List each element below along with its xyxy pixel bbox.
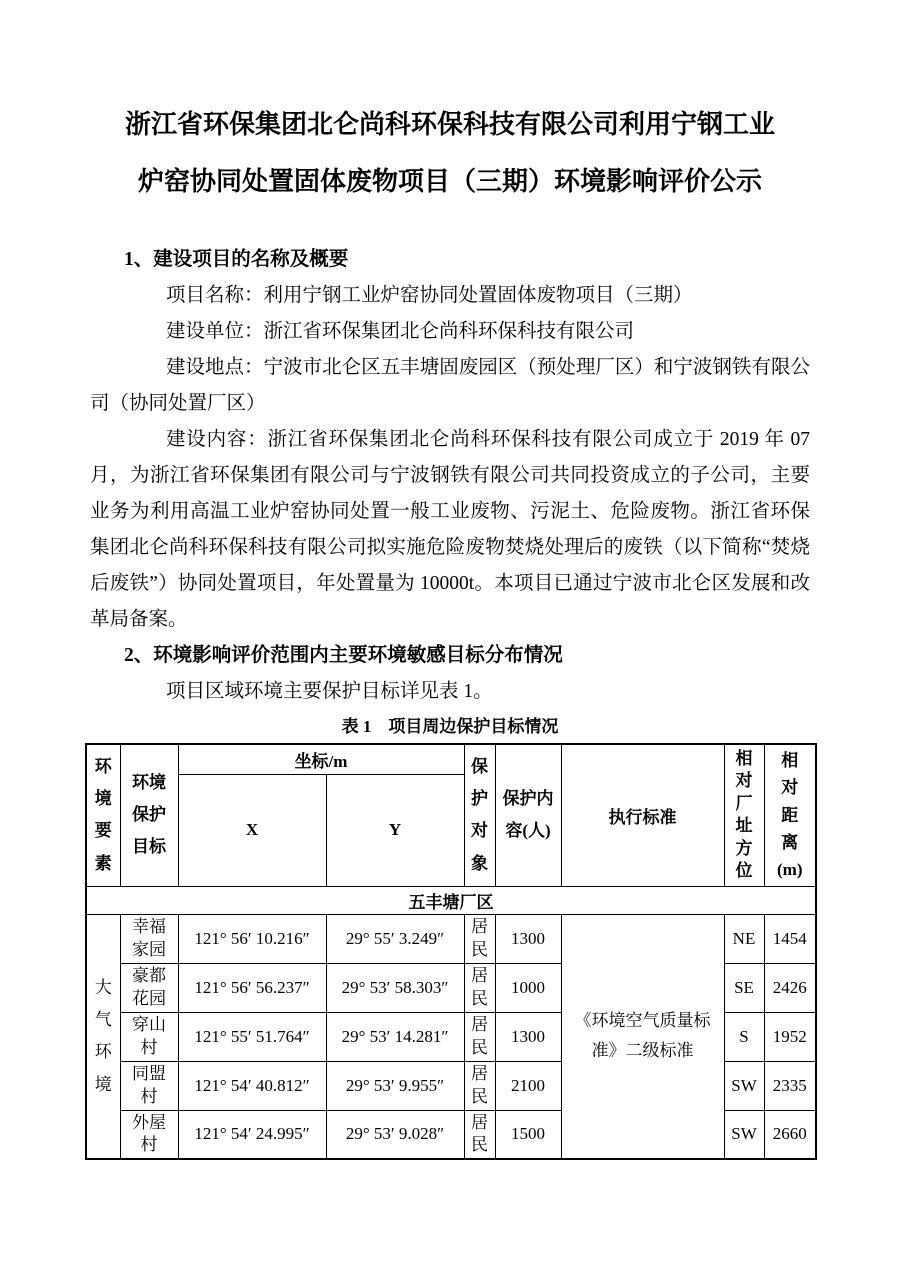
cell-direction: S	[724, 1012, 764, 1061]
cell-content: 1500	[495, 1110, 561, 1159]
cell-distance: 2426	[764, 963, 816, 1012]
cell-direction: SW	[724, 1061, 764, 1110]
cell-object: 居民	[464, 1061, 495, 1110]
header-protection-target-label: 环境保护目标	[132, 772, 166, 857]
cell-direction: SW	[724, 1110, 764, 1159]
cell-distance: 1952	[764, 1012, 816, 1061]
cell-direction: SE	[724, 963, 764, 1012]
cell-coordinate-x: 121° 55′ 51.764″	[178, 1012, 326, 1061]
cell-target: 幸福家园	[120, 914, 178, 963]
table-caption: 表 1 项目周边保护目标情况	[341, 717, 559, 736]
cell-object: 居民	[464, 963, 495, 1012]
header-relative-distance-label: 相对距离(m)	[777, 751, 803, 880]
cell-coordinate-y: 29° 53′ 14.281″	[326, 1012, 464, 1061]
header-protection-content	[495, 744, 561, 886]
cell-coordinate-x: 121° 56′ 56.237″	[178, 963, 326, 1012]
header-executed-standard: 执行标准	[561, 744, 724, 886]
cell-coordinate-y: 29° 53′ 58.303″	[326, 963, 464, 1012]
group-header-wufengtang: 五丰塘厂区	[86, 886, 816, 914]
construction-content-paragraph: 建设内容：浙江省环保集团北仑尚科环保科技有限公司成立于 2019 年 07 月，为浙江省环保集团有限公司与宁波钢铁有限公司共同投资成立的子公司，主要业务为利用高温工业炉窑协同处置一般工业废物、污泥土、危险废物。浙江省环保集团北仑尚科环保科技有限公司拟实施危险废物焚烧处理后的废铁（以下简称“焚烧后废铁”）协同处置项目，年处置量为 10000t。本项目已通过宁波市北仑区发展和改革局备案。	[90, 429, 810, 630]
document-title-line-1: 浙江省环保集团北仑尚科环保科技有限公司利用宁钢工业	[124, 110, 775, 139]
cell-coordinate-x: 121° 56′ 10.216″	[178, 914, 326, 963]
cell-distance: 2335	[764, 1061, 816, 1110]
header-protection-object	[464, 744, 495, 886]
construction-unit-paragraph: 建设单位：浙江省环保集团北仑尚科环保科技有限公司	[166, 321, 635, 342]
header-environment-element-label: 环境要素	[94, 756, 112, 873]
protection-targets-table	[85, 743, 817, 1160]
cell-standard-merged: 《环境空气质量标准》二级标准	[561, 914, 724, 1159]
cell-content: 1300	[495, 914, 561, 963]
cell-distance: 1454	[764, 914, 816, 963]
cell-direction: NE	[724, 914, 764, 963]
cell-content: 2100	[495, 1061, 561, 1110]
header-protection-content-label: 保护内容(人)	[502, 788, 554, 841]
cell-target: 豪都花园	[120, 963, 178, 1012]
project-name-paragraph: 项目名称：利用宁钢工业炉窑协同处置固体废物项目（三期）	[166, 285, 693, 306]
cell-target: 外屋村	[120, 1110, 178, 1159]
header-protection-target	[120, 744, 178, 886]
cell-coordinate-x: 121° 54′ 24.995″	[178, 1110, 326, 1159]
section2-intro-paragraph: 项目区域环境主要保护目标详见表 1。	[166, 681, 493, 702]
table-row	[86, 914, 816, 963]
cell-target: 同盟村	[120, 1061, 178, 1110]
cell-element-group-label: 大气环境	[94, 977, 112, 1094]
cell-element-group	[86, 914, 120, 1159]
cell-coordinate-y: 29° 53′ 9.028″	[326, 1110, 464, 1159]
cell-object: 居民	[464, 914, 495, 963]
cell-coordinate-x: 121° 54′ 40.812″	[178, 1061, 326, 1110]
cell-coordinate-y: 29° 55′ 3.249″	[326, 914, 464, 963]
cell-content: 1000	[495, 963, 561, 1012]
header-relative-direction	[724, 744, 764, 886]
cell-coordinate-y: 29° 53′ 9.955″	[326, 1061, 464, 1110]
section1-heading: 1、建设项目的名称及概要	[124, 249, 349, 270]
section2-heading: 2、环境影响评价范围内主要环境敏感目标分布情况	[124, 645, 563, 666]
document-title-line-2: 炉窑协同处置固体废物项目（三期）环境影响评价公示	[137, 167, 762, 196]
header-environment-element	[86, 744, 120, 886]
document-title	[90, 96, 810, 210]
cell-object: 居民	[464, 1012, 495, 1061]
cell-object: 居民	[464, 1110, 495, 1159]
cell-content: 1300	[495, 1012, 561, 1061]
construction-site-paragraph: 建设地点：宁波市北仑区五丰塘固废园区（预处理厂区）和宁波钢铁有限公司（协同处置厂区）	[90, 357, 810, 414]
header-protection-object-label: 保护对象	[471, 756, 488, 873]
header-coordinate-x: X	[178, 774, 326, 886]
header-coordinate-y: Y	[326, 774, 464, 886]
cell-distance: 2660	[764, 1110, 816, 1159]
header-relative-distance	[764, 744, 816, 886]
header-relative-direction-label: 相对厂址方位	[735, 748, 753, 881]
header-coordinate: 坐标/m	[178, 744, 464, 774]
cell-target: 穿山村	[120, 1012, 178, 1061]
